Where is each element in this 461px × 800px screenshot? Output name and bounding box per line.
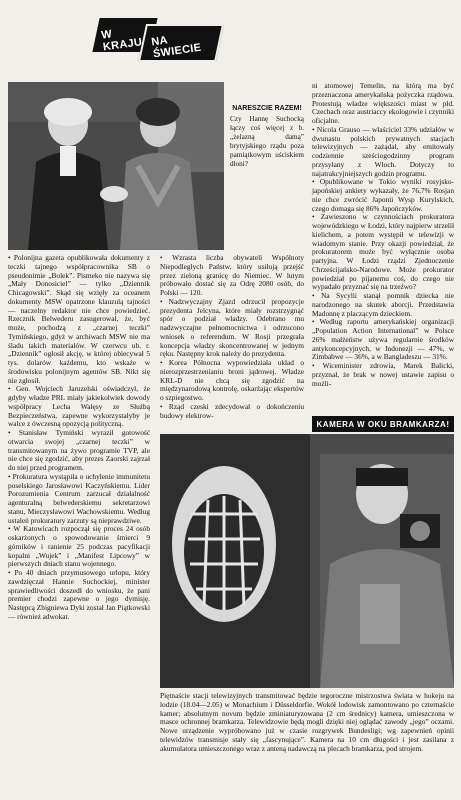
news-item: • Wzrasta liczba obywateli Wspólnoty Niepodległych Państw, który usiłują przejść przez zieloną granicę do Niemiec. W lutym próbowało dostać się za Odrę 2080 osób, do Polski — 120. xyxy=(160,253,304,297)
news-item: • Gen. Wojciech Jaruzelski oświadczył, że gdyby władze PRL miały jakiekolwiek dowody współpracy Lecha Wałęsy ze Służbą Bezpieczeństwa, zapewne wykorzystałyby je walce z ówczesną opozycją polityczną. xyxy=(8,384,150,429)
section-header-logo xyxy=(86,14,222,64)
header-part2: NA ŚWIECIE xyxy=(150,34,203,61)
news-item: • Nicola Grauso — właściciel 33% udziałów w dwunastu polskich prywatnych stacjach telewizyjnych — zażądał, aby emitowały codziennie sześciogodzinny program przysyłany z Włoch. Dotyczy to najatrakcyjniejszych godzin programu. xyxy=(312,124,454,178)
news-item: • Opublikowane w Tokio wyniki rosyjsko-japońskiej ankiety wykazały, że 76,7% Rosjan nie chce zwrócić Japonii Wysp Kurylskich, czego domaga się 86% Japończyków. xyxy=(312,177,454,213)
header-part1: W KRAJU xyxy=(100,28,143,54)
caption-text: Czy Hannę Suchocką łączy coś więcej z b. „żelazną damą” brytyjskiego rządu poza pamiątkowym uściskiem dłoni? xyxy=(230,115,304,168)
news-item: • Wiceminister zdrowia, Marek Balicki, przyznał, że brak w nowej ustawie zapisu o możli- xyxy=(312,361,454,388)
news-item: • Polonijna gazeta opublikowała dokumenty z teczki tajnego współpracownika SB o pseudonimie „Bolek”. Pismeko nie nazywa się „Mały Donosiciel” — tylko „Dziennik Chicagowski”. Skąd się wzięły za oceanem dokumenty MSW opatrzone klauzulą tajności — naczelny redaktor nie chce powiedzieć. Rzecznik Belwederu zasugerował, że, być może, pochodzą z „czarnej teczki” Tymińskiego, gdyż w archiwach MSW nie ma śladu takich materiałów. W czerwcu ub. r. „Dziennik” ogłosił akcję, w której obiecywał 5 tys. dolarów każdemu, kto wskaże w środowisku polonijnym agentów SB. Nikt się nie zgłosił. xyxy=(8,253,150,385)
column-3 xyxy=(312,82,454,388)
photo2-headline: KAMERA W OKU BRAMKARZA! xyxy=(312,416,454,432)
column-1 xyxy=(8,254,150,622)
photo-handshake xyxy=(8,82,224,250)
news-item: • Rząd czeski zdecydował o dokończeniu budowy elektrow- xyxy=(160,401,304,420)
news-item: • Według raportu amerykańskiej organizacji „Population Action International” w Polsce 26% małżeństw używa regularnie środków antykoncepcyjnych, w Indonezji — 47%, w Zimbabwe — 36%, a w Bangladeszu — 31%. xyxy=(312,317,454,362)
news-item: • Korea Północna wypowiedziała układ o nierozprzestrzenianiu broni jądrowej. Władze KRL-D nie chcą się zgodzić na międzynarodową kontrolę, oskarżając ekspertów o szpiegostwo. xyxy=(160,358,304,402)
news-item: • Prokuratura wystąpiła o uchylenie immunitetu poselskiego Jarosławowi Kaczyńskiemu. Lider Porozumienia Centrum zarzucał działalność agenturalną belwederskiemu sekretarzowi stanu, Mieczysławowi Wachowskiemu. Według ustaleń prokuratury zarzuty są nieprawdziwe. xyxy=(8,471,150,525)
news-item: • W Katowicach rozpoczął się proces 24 osób oskarżonych o spowodowanie śmierci 9 górników i ranienie 25 podczas pacyfikacji kopalni „Wujek” i „Manifest Lipcowy” w pierwszych dniach stanu wojennego. xyxy=(8,524,150,569)
news-item: • Nadzwyczajny Zjazd odrzucił propozycje prezydenta Jelcyna, które miały rozstrzygnąć spór o podział władzy. Odebrano mu nadzwyczajne pełnomocnictwa i odrzucono wniosek o referendum. W Rosji przegrała koncepcja władzy skoncentrowanej w jednym ręku. Następny krok należy do prezydenta. xyxy=(160,296,304,359)
news-item: • Stanisław Tymiński wyraził gotowość otwarcia swojej „czarnej teczki” w transmitowanym na żywo programie TVP, ale nie chce się zgodzić, aby prezes Zaorski zajrzał do niej przed programem. xyxy=(8,428,150,472)
news-item: • Po 40 dniach przymusowego urlopu, który zawdzięczał Hannie Suchockiej, minister sprawiedliwości doszedł do wniosku, że pani premier chodzi zapewne o jego dymisję. Następcą Zbigniewa Dyki został Jan Piątkowski — również adwokat. xyxy=(8,568,150,621)
bottom-article: Piętnaście stacji telewizyjnych transmitować będzie tegoroczne mistrzostwa świata w hokeju na lodzie (18.04—2.05) w Monachium i Düsseldorfie. Wokół lodowisk zamontowano po czternaście kamer; absolutnym novum będzie zminiaturyzowana (2 cm średnicy) kamera, umieszczona w masce ochronnej bramkarza. Telewidzowie będą mogli dzięki niej oglądać zawody „jego” oczami. Nowe urządzenie wypróbowano już w czasie rozgrywek Bundesligi; wg zapewnień opinii telewidzów transmisje stały się „fascynujące”. Kamera na 10 cm długości i jest zasilana z akumulatora umieszczonego wraz z anteną nadawczą na plecach bramkarza, pod strojem. xyxy=(160,691,454,753)
photo1-caption xyxy=(230,104,304,169)
column-2 xyxy=(160,254,304,420)
photo-goalie-mask xyxy=(160,434,454,688)
caption-title: NARESZCIE RAZEM! xyxy=(232,105,302,112)
news-item: ni atomowej Temelin, na którą ma być przeznaczona amerykańska pożyczka rządowa. Protestują władze większości miast w płd. Czechach oraz austriaccy ekologowie i czynniki oficjalne. xyxy=(312,81,454,125)
news-item: • Na Sycylii stanął pomnik dziecka nie narodzonego na skutek aborcji. Przedstawia Madonnę z płaczącym dzieckiem. xyxy=(312,291,454,318)
news-item: • Zawieszono w czynnościach prokuratora wojewódzkiego w Łodzi, który najpierw strzelił kielichem, a potem występił w telewizji w wiadomym stanie. Przy okazji powiedział, że prokuratorem może być wyłącznie osoba partyjna. W Łodzi rządzi Zjednoczenie Chrześcijańsko-Narodowe. Może prokurator powiedział po pijanemu coś, do czego nie wypadało przyznać się na trzeźwo? xyxy=(312,212,454,292)
